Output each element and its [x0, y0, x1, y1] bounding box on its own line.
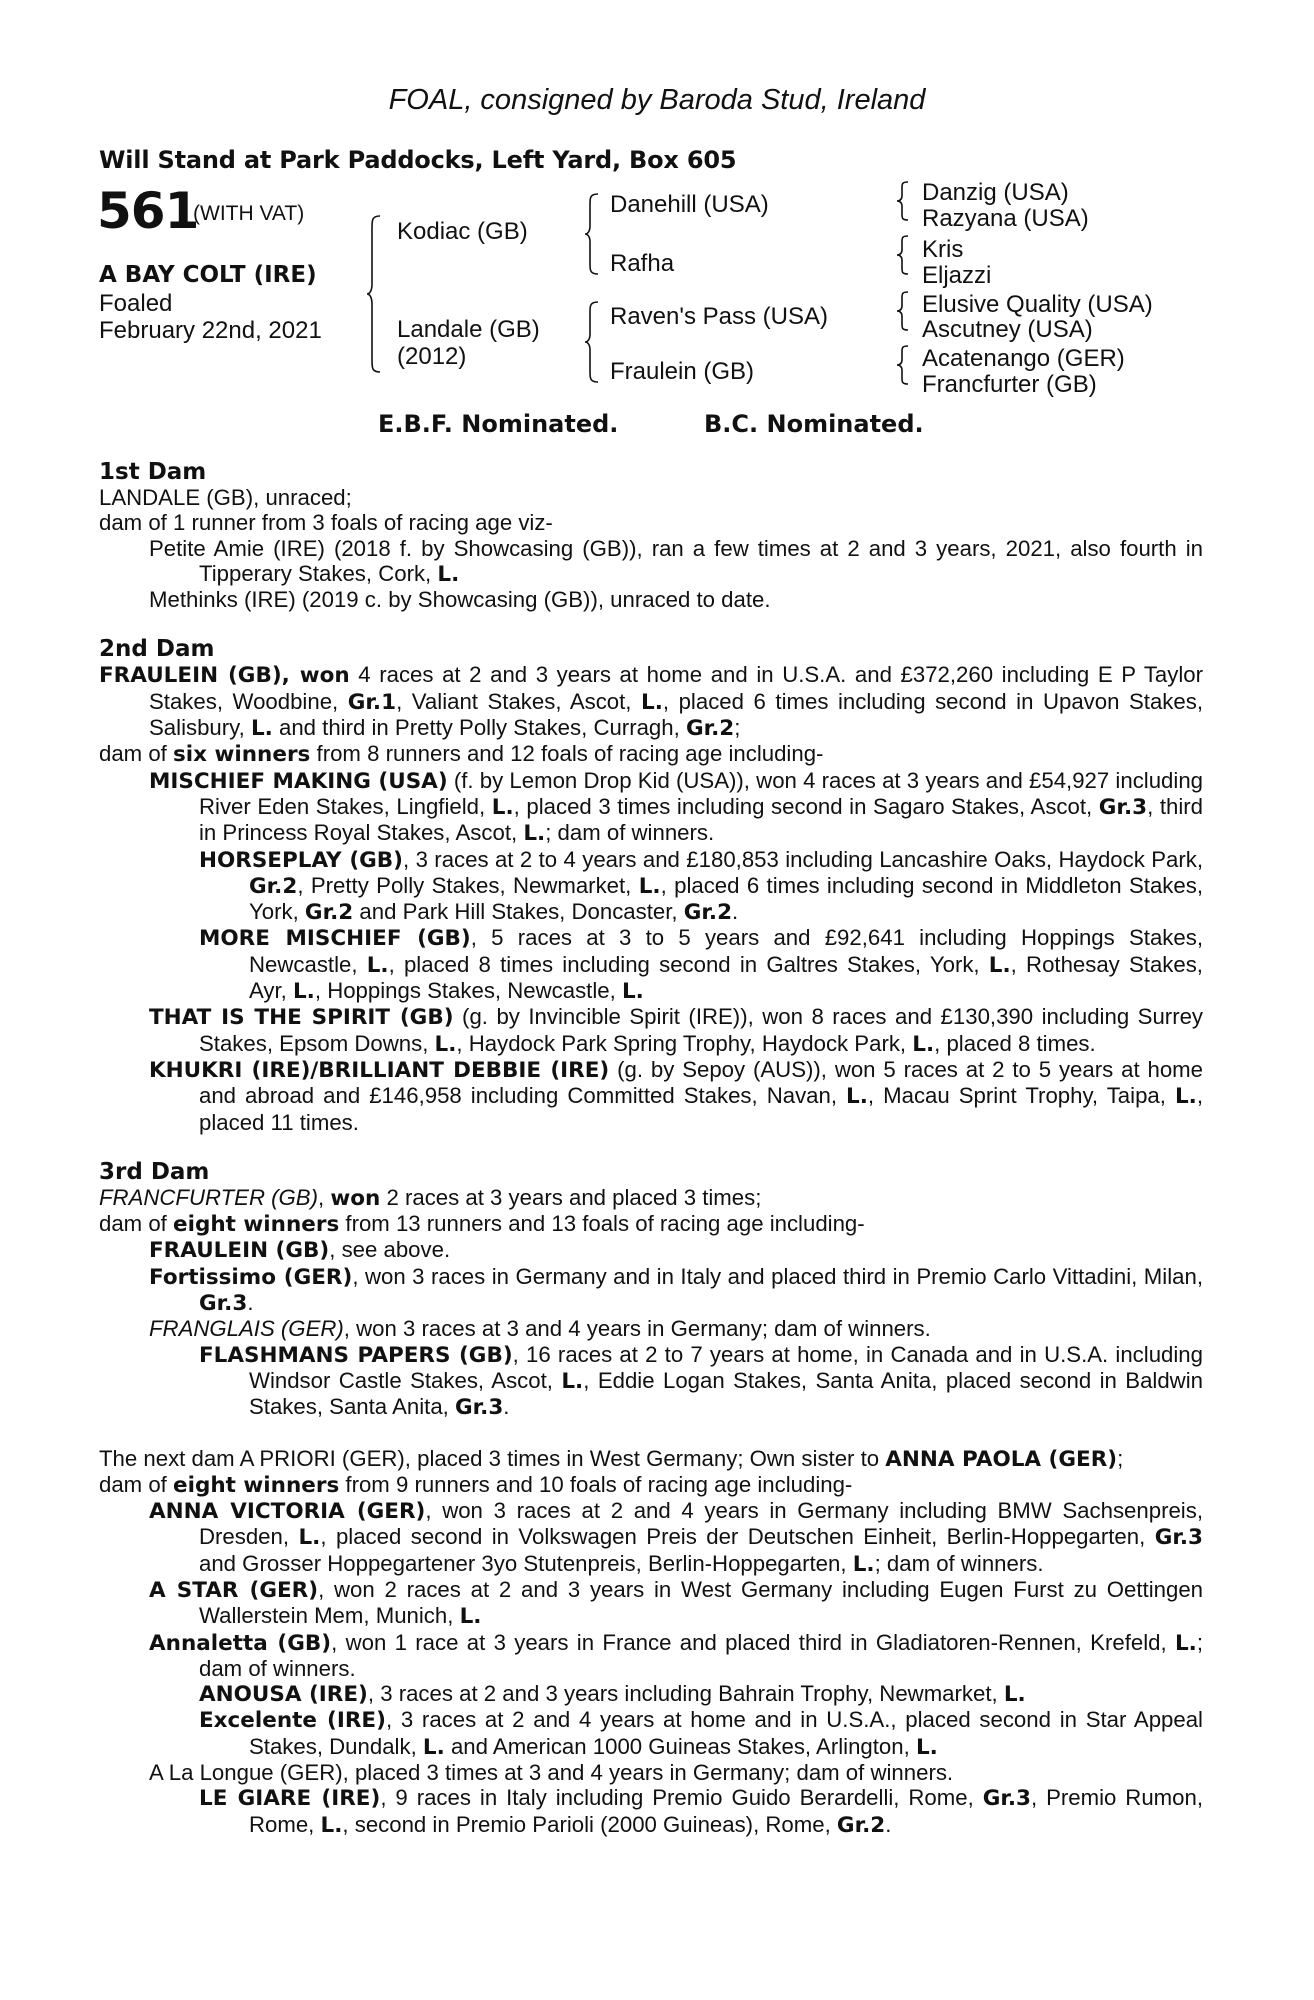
foaled-date — [99, 290, 322, 344]
first-dam-intro: LANDALE (GB), unraced; — [99, 485, 352, 510]
produce-entry: Excelente (IRE), 3 races at 2 and 4 years at home and in U.S.A., placed second in Star Appeal Stakes, Dundalk, L. and American 1000 Guineas Stakes, Arlington, L. — [199, 1707, 1203, 1760]
third-dam-section — [99, 1160, 1203, 1421]
pedigree-ddd: Francfurter (GB) — [922, 371, 1097, 398]
produce-entry: KHUKRI (IRE)/BRILLIANT DEBBIE (IRE) (g. by Sepoy (AUS)), won 5 races at 2 to 5 years at home and abroad and £146,958 including Committed Stakes, Navan, L., Macau Sprint Trophy, Taipa, L., placed 11 times. — [149, 1056, 1203, 1135]
produce-entry: FLASHMANS PAPERS (GB), 16 races at 2 to 7 years at home, in Canada and in U.S.A. including Windsor Castle Stakes, Ascot, L., Eddie Logan Stakes, Santa Anita, placed second in Baldwin Stakes, Santa Anita, Gr.3. — [199, 1341, 1203, 1421]
third-dam-record: FRANCFURTER (GB), won 2 races at 3 years and placed 3 times; — [99, 1184, 762, 1211]
produce-entry: MISCHIEF MAKING (USA) (f. by Lemon Drop Kid (USA)), won 4 races at 3 years and £54,927 including River Eden Stakes, Lingfield, L., placed 3 times including second in Sagaro Stakes, Ascot, Gr.3, third in Princess Royal Stakes, Ascot, L.; dam of winners. — [149, 767, 1204, 847]
pedigree-sdd: Eljazzi — [922, 262, 992, 289]
pedigree-sire-dam: Rafha — [610, 250, 675, 277]
pedigree-sds: Kris — [922, 236, 964, 263]
second-dam-produce-summary: dam of six winners from 8 runners and 12 foals of racing age including- — [99, 741, 824, 768]
catalogue-body — [99, 460, 1203, 1838]
produce-entry: Petite Amie (IRE) (2018 f. by Showcasing (GB)), ran a few times at 2 and 3 years, 2021, also fourth in Tipperary Stakes, Cork, L. — [149, 535, 1203, 587]
produce-entry: A STAR (GER), won 2 races at 2 and 3 years in West Germany including Eugen Furst zu Oettingen Wallerstein Mem, Munich, L. — [149, 1576, 1204, 1630]
third-dam-heading: 3rd Dam — [99, 1158, 210, 1185]
foaled-label: Foaled — [99, 290, 173, 317]
pedigree-dam-name: Landale (GB) — [397, 316, 540, 343]
first-dam-produce-summary: dam of 1 runner from 3 foals of racing age viz- — [99, 510, 553, 536]
produce-entry: LE GIARE (IRE), 9 races in Italy including Premio Guido Berardelli, Rome, Gr.3, Premio Rumon, Rome, L., second in Premio Parioli (2000 Guineas), Rome, Gr.2. — [199, 1785, 1203, 1838]
pedigree-sire-sire: Danehill (USA) — [610, 191, 769, 218]
pedigree-dam-dam: Fraulein (GB) — [610, 358, 755, 385]
lot-description: A BAY COLT (IRE) — [99, 262, 317, 288]
pedigree-brace-main — [366, 214, 384, 374]
pedigree-brace-dam — [584, 300, 602, 384]
vat-note: (WITH VAT) — [193, 202, 305, 225]
produce-entry: MORE MISCHIEF (GB), 5 races at 3 to 5 years and £92,641 including Hoppings Stakes, Newcastle, L., placed 8 times including second in Galtres Stakes, York, L., Rothesay Stakes, Ayr, L., Hoppings Stakes, Newcastle, L. — [199, 925, 1203, 1005]
pedigree-brace-sd — [896, 234, 912, 276]
foaled-value: February 22nd, 2021 — [99, 317, 322, 344]
pedigree-dam-sire: Raven's Pass (USA) — [610, 303, 828, 330]
bc-nomination: B.C. Nominated. — [704, 410, 924, 438]
lot-number: 561 — [97, 182, 199, 240]
pedigree-sire: Kodiac (GB) — [397, 218, 528, 245]
produce-entry: Fortissimo (GER), won 3 races in Germany and in Italy and placed third in Premio Carlo Vittadini, Milan, Gr.3. — [149, 1263, 1203, 1317]
produce-entry: FRANGLAIS (GER), won 3 races at 3 and 4 years in Germany; dam of winners. — [149, 1316, 931, 1342]
pedigree-ssd: Razyana (USA) — [922, 205, 1089, 232]
second-dam-section — [99, 637, 1203, 1134]
ebf-nomination: E.B.F. Nominated. — [378, 410, 619, 438]
pedigree-dam-year: (2012) — [397, 343, 467, 370]
produce-entry: THAT IS THE SPIRIT (GB) (g. by Invincible Spirit (IRE)), won 8 races and £130,390 including Surrey Stakes, Epsom Downs, L., Haydock Park Spring Trophy, Haydock Park, L., placed 8 times. — [149, 1004, 1204, 1057]
pedigree-dam — [397, 316, 540, 370]
pedigree-dds: Acatenango (GER) — [922, 345, 1125, 372]
produce-entry: Annaletta (GB), won 1 race at 3 years in France and placed third in Gladiatoren-Rennen, Krefeld, L.; dam of winners. — [149, 1629, 1203, 1681]
second-dam-heading: 2nd Dam — [99, 636, 215, 663]
fourth-dam-section — [99, 1446, 1203, 1838]
consignor-header: FOAL, consigned by Baroda Stud, Ireland — [388, 84, 926, 116]
pedigree-brace-ds — [896, 290, 912, 332]
produce-entry: HORSEPLAY (GB), 3 races at 2 to 4 years and £180,853 including Lancashire Oaks, Haydock Park, Gr.2, Pretty Polly Stakes, Newmarket, L., placed 6 times including second in Middleton Stakes, York, Gr.2 and Park Hill Stakes, Doncaster, Gr.2. — [199, 846, 1203, 926]
pedigree-brace-sire — [584, 192, 602, 276]
pedigree-dsd: Ascutney (USA) — [922, 316, 1093, 343]
fourth-dam-record: The next dam A PRIORI (GER), placed 3 times in West Germany; Own sister to ANNA PAOLA (GER); — [99, 1445, 1124, 1472]
fourth-dam-produce-summary: dam of eight winners from 9 runners and 10 foals of racing age including- — [99, 1471, 853, 1498]
produce-entry: ANOUSA (IRE), 3 races at 2 and 3 years including Bahrain Trophy, Newmarket, L. — [199, 1681, 1026, 1708]
produce-entry: FRAULEIN (GB), see above. — [149, 1237, 451, 1264]
produce-entry: A La Longue (GER), placed 3 times at 3 and 4 years in Germany; dam of winners. — [149, 1760, 954, 1786]
produce-entry: Methinks (IRE) (2019 c. by Showcasing (GB)), unraced to date. — [149, 587, 771, 613]
pedigree-sss: Danzig (USA) — [922, 179, 1069, 206]
stand-location: Will Stand at Park Paddocks, Left Yard, Box 605 — [99, 146, 737, 174]
first-dam-heading: 1st Dam — [99, 459, 207, 485]
first-dam-section — [99, 460, 1203, 612]
produce-entry: ANNA VICTORIA (GER), won 3 races at 2 and 4 years in Germany including BMW Sachsenpreis, Dresden, L., placed second in Volkswagen Preis der Deutschen Einheit, Berlin-Hoppegarten, Gr.3 and Grosser Hoppegartener 3yo Stutenpreis, Berlin-Hoppegarten, L.; dam of winners. — [149, 1498, 1203, 1577]
pedigree-brace-ss — [896, 180, 912, 222]
pedigree-dss: Elusive Quality (USA) — [922, 291, 1153, 318]
pedigree-brace-dd — [896, 344, 912, 386]
third-dam-produce-summary: dam of eight winners from 13 runners and 13 foals of racing age including- — [99, 1211, 865, 1238]
second-dam-record: FRAULEIN (GB), won 4 races at 2 and 3 years at home and in U.S.A. and £372,260 including E P Taylor Stakes, Woodbine, Gr.1, Valiant Stakes, Ascot, L., placed 6 times including second in Upavon Stakes, Salisbury, L. and third in Pretty Polly Stakes, Curragh, Gr.2; — [99, 662, 1204, 742]
